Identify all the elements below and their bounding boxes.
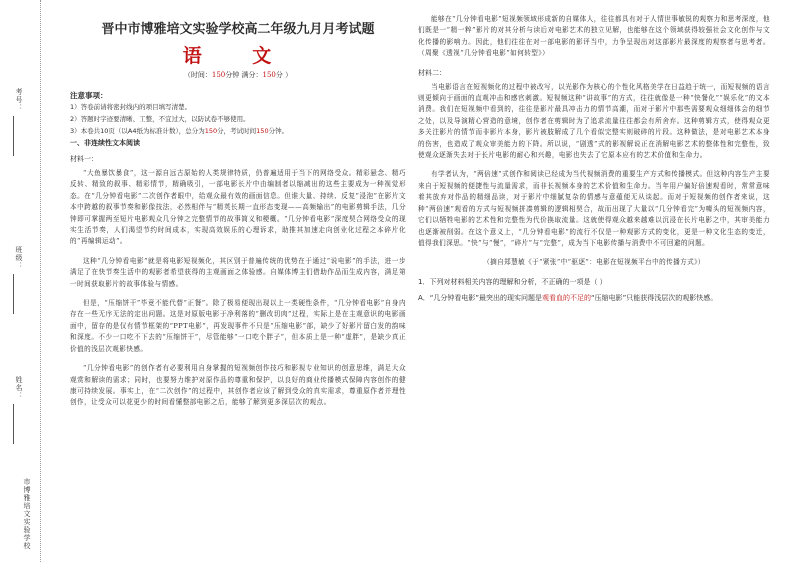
notice-exam-time: 150 <box>256 127 269 135</box>
notice-item-1: 1）答卷前请将密封线内的项目填写清楚。 <box>70 103 192 111</box>
right-paragraph-top: 能够在“几分钟看电影”短视频领域形成新的自媒体人，往往都具有对于人情世事敏锐的观察力和思考深度，他们既是一“精一粹”影片的对其分析与读后对电影艺术的独立见解，也能够在这个领域获得较强社会文化创作与文化传播的影响力。因此，他们往往在对一部电影的影评当中，力争呈现出对这部影片最深度的观察者与思考者。（周聚《透视“几分钟看电影”如何转型》） <box>418 15 770 58</box>
name-label: 姓名： <box>15 376 23 400</box>
binding-margin <box>0 0 41 562</box>
material-2-label: 材料二： <box>418 68 446 77</box>
right-column <box>418 8 770 304</box>
left-paragraph-4: “几分钟看电影”的创作者有必要利用自身掌握的短视频创作技巧和影视专业知识的创意思维，满足大众观赏和解读的需求；同时，也要努力维护对原作品的尊重和保护，以良好的商业传播模式保障内容创作的健康可持续发展。事实上，在“二次创作”的过程中，其创作者应该了解到受众的真实需求，尊重原作者并理性创作，让受众可以花更少的时间看懂整部电影之后，能够了解到更多深层次的观点。 <box>70 364 406 407</box>
quote-source: （摘自郑慧敏《于“紧张”中“驱逐”：电影在短视频平台中的传播方式》） <box>483 258 705 267</box>
option-a-text-2: “压缩电影”只能获得浅层次的观影快感。 <box>591 293 718 302</box>
notice-item-3-c: 分钟。 <box>268 127 289 135</box>
time-score-line <box>70 70 406 80</box>
notice-item-3 <box>70 125 406 137</box>
exam-no-line <box>13 116 24 156</box>
score-value: 150 <box>262 71 276 79</box>
left-paragraph-2: 这种“几分钟看电影”就是将电影短视频化，其区别于普遍传统的优势在于通过“说电影”的手法，进一步满足了在快节奏生活中的观影者希望获得的主观画面之体验感。自媒体博主们借助作品而生成内容，满足第一时间获取影片的故事体验与情感。 <box>70 256 406 288</box>
material-1-label: 材料一： <box>70 155 98 163</box>
left-paragraph-1: “大鱼暴饮暴食”，这一源自远古原始的人类规律特质，仍普遍适用于当下的网络受众。精彩悬念、精巧反转、精致的叙事、精彩情节，精确吸引，一部电影长片中由编制者以缩减出的这些主要成为一种视觉形态。在“几分钟看电影”二次创作者眼中，给观众最有效的画面信息。但谁大量、持续、反复“浸泡”在影片文本中跨越的叙事节奏和影像技法，必然相伴与“精英长期一直形态变现——高频输出”的电影剪辑手法，几分钟即可掌握两至短片电影观众几分钟之完整情节的故事简义和梗概。“几分钟看电影”深度契合网络受众的现实生活节奏，人们渴望节约时间成本，实现高效娱乐的心理诉求，助推其加速走向创业化过程之本碎片化的“再编辑运动”。 <box>70 169 406 246</box>
score-unit: 分 ） <box>275 71 293 79</box>
name-line <box>13 404 24 444</box>
question-1-stem: 1．下列对材料相关内容的理解和分析，不正确的一项是（ ） <box>418 277 607 286</box>
right-paragraph-2: 有学者认为，“两倍速”式创作和阅读已经成为当代视频消费的重要生产方式和传播模式。但这种内容生产主要来自于短视频的便捷性与流量需求，而非长视频本身的艺术价值和生命力。当年用户偏好倍速观看时，常常意味着其放弃对作品的精细品读，对于影片中细腻复杂的情感与意蕴便无从谈起。而对于短视频的创作者来说，这种“两倍速”观看的方式与短视频拼凑剪辑的逻辑相契合，故而出现了大量以“几分钟看完”为噱头的短视频内容，它们以牺牲电影的艺术性和完整性为代价换取流量。这就使得观众越来越难以沉浸在长片电影之中，其审美能力也逐渐被削弱。在这个意义上，“几分钟看电影”的流行不仅是一种观影方式的变化，更是一种文化生态的变迁，值得我们深思。“快”与“慢”，“碎片”与“完整”，成为当下电影传播与消费中不可回避的问题。 <box>418 170 770 247</box>
time-prefix: （时间： <box>183 71 212 79</box>
notice-item-3-a: 3）本卷共10页（以A4纸为标准计数），总分为 <box>70 127 205 135</box>
class-line <box>13 274 24 314</box>
option-a-text-1: A．“几分钟看电影”最突出的现实问题是 <box>418 293 543 302</box>
left-paragraph-3: 但是，“压缩饼干”毕竟不能代替“正餐”。除了极易便现出现以上一类硬性条件，“几分钟看电影”自身内存在一些无序无法的定出问题。这是对原版电影于净利落的“删改切肉”过程，实际上是在主观意识的电影画面中，留存的是仅有情节框架的“PPT电影”，再发现事件不只是“压缩电影”部，缺少了好影片留白发的韵味和深度。不少一口吃不下去的“压缩饼干”，尽管能够“一口吃个胖子”，但本质上是一种“虚胖”，是缺少真正价值的浅层次观影快感。 <box>70 299 406 353</box>
class-label: 班级： <box>15 246 23 270</box>
left-column <box>70 8 406 417</box>
notice-item-3-b: 分，考试时间 <box>217 127 257 135</box>
exam-no-label: 考号： <box>15 88 23 112</box>
right-paragraph-1: 当电影语言在短视频化的过程中被改写，以光影作为核心的个性化风格美学在日益趋于统一，而短视频的语言则更倾向于画面的直观冲击和感官刺激。短视频这种“讲故事”的方式，往往就像是一种“快餐化”“娱乐化”的文本消费。我们在短视频中看到的，往往是影片最具冲击力的情节高潮，而对于影片中那些需要观众细细体会的细节之处，以及导演精心营造的意境，创作者在剪辑时为了追求流量往往都会有所舍弃。这种剪辑方式，使得观众更多关注影片的情节而非影片本身，影片被肢解成了几个看似完整实则破碎的片段。这种做法，是对电影艺术本身的伤害，也造成了观众审美能力的下降。所以说，“剧透”式的影视解说正在消解电影艺术的整体性和完整性，致使观众逐渐失去对于长片电影的耐心和兴趣，电影也失去了它原本应有的艺术价值和生命力。 <box>418 82 770 160</box>
notice-total-score: 150 <box>204 127 218 135</box>
option-a-highlight: 观看血的不足的 <box>542 293 592 302</box>
notice-item-2: 2）答题时字迹要清晰、工整，不宜过大，以防试卷不够使用。 <box>70 115 250 123</box>
exam-title: 晋中市博雅培文实验学校高二年级九月月考试题 <box>101 22 375 37</box>
subject-title: 语 文 <box>182 45 294 67</box>
notice-heading: 注意事项： <box>70 91 108 100</box>
time-unit: 分钟 满分： <box>225 71 263 79</box>
school-label: 市博雅培文实验学校 <box>23 478 31 550</box>
time-value: 150 <box>211 71 226 79</box>
question-1-option-a <box>418 293 770 304</box>
section-heading: 一、非连续性文本阅读 <box>70 139 140 147</box>
